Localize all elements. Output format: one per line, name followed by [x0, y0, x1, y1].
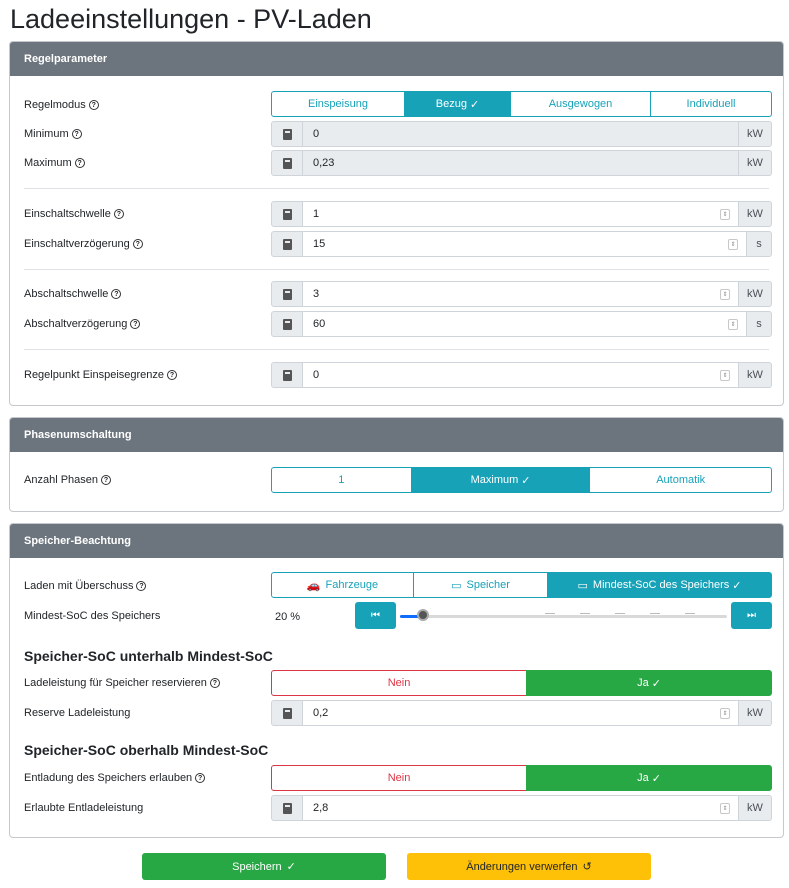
regelmodus-ausgewogen-button[interactable]: Ausgewogen [510, 91, 651, 117]
einschaltschwelle-input-group [271, 201, 772, 227]
speicher-beachtung-card [9, 523, 784, 838]
battery-icon: ▭ [451, 579, 462, 592]
undo-icon: ↺ [582, 861, 592, 873]
check-icon: ✓ [469, 98, 480, 111]
spinner-icon[interactable]: ⇕ [720, 708, 730, 719]
reservieren-label: Ladeleistung für Speicher reservieren ? [24, 677, 220, 689]
abschaltverzoegerung-input-group [271, 311, 772, 337]
reserve-ladeleistung-input-group [271, 700, 772, 726]
help-icon[interactable]: ? [114, 209, 124, 219]
slider-increase-button[interactable] [731, 602, 772, 629]
regelparameter-card [9, 41, 784, 406]
help-icon[interactable]: ? [75, 158, 85, 168]
spinner-icon[interactable]: ⇕ [728, 319, 738, 330]
reservieren-ja-button[interactable]: Ja ✓ [526, 670, 772, 696]
laden-mindest-soc-button[interactable]: ▭ Mindest-SoC des Speichers ✓ [547, 572, 772, 598]
laden-mit-ueberschuss-group [271, 572, 772, 598]
einschaltverzoegerung-label: Einschaltverzögerung ? [24, 238, 143, 250]
abschaltschwelle-unit: kW [739, 281, 772, 307]
speicher-beachtung-header: Speicher-Beachtung [10, 524, 783, 558]
abschaltverzoegerung-label: Abschaltverzögerung ? [24, 318, 140, 330]
erlaubte-entladeleistung-label: Erlaubte Entladeleistung [24, 802, 144, 814]
slider-thumb[interactable] [417, 609, 429, 621]
slider-tick [650, 613, 660, 614]
slider-tick [545, 613, 555, 614]
maximum-unit: kW [739, 150, 772, 176]
regelmodus-bezug-button[interactable]: Bezug ✓ [404, 91, 511, 117]
abschaltschwelle-input[interactable]: 3 ⇕ [303, 281, 739, 307]
erlaubte-entladeleistung-unit: kW [739, 795, 772, 821]
mindest-soc-slider[interactable] [400, 615, 727, 618]
regelmodus-label: Regelmodus ? [24, 99, 99, 111]
einschaltverzoegerung-input-group [271, 231, 772, 257]
entladung-group [271, 765, 772, 791]
einschaltverzoegerung-unit: s [747, 231, 772, 257]
check-icon: ✓ [651, 677, 661, 690]
einschaltschwelle-label: Einschaltschwelle ? [24, 208, 124, 220]
spinner-icon[interactable]: ⇕ [720, 803, 730, 814]
entladung-label: Entladung des Speichers erlauben ? [24, 772, 205, 784]
divider [24, 188, 769, 189]
calculator-icon[interactable] [271, 150, 303, 176]
abschaltschwelle-input-group [271, 281, 772, 307]
check-icon: ✓ [651, 772, 661, 785]
help-icon[interactable]: ? [130, 319, 140, 329]
maximum-input-group [271, 150, 772, 176]
help-icon[interactable]: ? [89, 100, 99, 110]
abschaltverzoegerung-input[interactable]: 60 ⇕ [303, 311, 747, 337]
slider-tick [580, 613, 590, 614]
maximum-field: 0,23 [303, 150, 739, 176]
regelmodus-individuell-button[interactable]: Individuell [650, 91, 772, 117]
erlaubte-entladeleistung-input[interactable]: 2,8 ⇕ [303, 795, 739, 821]
unterhalb-title: Speicher-SoC unterhalb Mindest-SoC [24, 648, 273, 664]
anzahl-phasen-label: Anzahl Phasen ? [24, 474, 111, 486]
mindest-soc-label: Mindest-SoC des Speichers [24, 610, 161, 622]
reserve-ladeleistung-label: Reserve Ladeleistung [24, 707, 131, 719]
einschaltschwelle-input[interactable]: 1 ⇕ [303, 201, 739, 227]
calculator-icon[interactable] [271, 795, 303, 821]
phasenumschaltung-header: Phasenumschaltung [10, 418, 783, 452]
minimum-label: Minimum ? [24, 128, 82, 140]
page-title: Ladeeinstellungen - PV-Laden [10, 4, 372, 34]
anzahl-phasen-group [271, 467, 772, 493]
laden-mit-ueberschuss-label: Laden mit Überschuss ? [24, 580, 146, 592]
reserve-ladeleistung-unit: kW [739, 700, 772, 726]
check-icon: ✓ [286, 861, 296, 873]
calculator-icon[interactable] [271, 201, 303, 227]
car-icon: 🚗 [306, 579, 321, 592]
calculator-icon[interactable] [271, 311, 303, 337]
calculator-icon[interactable] [271, 281, 303, 307]
entladung-nein-button[interactable]: Nein [271, 765, 527, 791]
slider-tick [615, 613, 625, 614]
spinner-icon[interactable]: ⇕ [720, 289, 730, 300]
oberhalb-title: Speicher-SoC oberhalb Mindest-SoC [24, 742, 269, 758]
slider-tick [685, 613, 695, 614]
calculator-icon[interactable] [271, 700, 303, 726]
discard-button[interactable]: Änderungen verwerfen ↺ [407, 853, 651, 880]
laden-fahrzeuge-button[interactable]: 🚗 Fahrzeuge [271, 572, 414, 598]
help-icon[interactable]: ? [136, 581, 146, 591]
skip-back-icon: ⏮ [371, 610, 380, 621]
reservieren-nein-button[interactable]: Nein [271, 670, 527, 696]
help-icon[interactable]: ? [72, 129, 82, 139]
minimum-input-group [271, 121, 772, 147]
spinner-icon[interactable]: ⇕ [720, 209, 730, 220]
phasen-1-button[interactable]: 1 [271, 467, 412, 493]
slider-decrease-button[interactable] [355, 602, 396, 629]
calculator-icon[interactable] [271, 121, 303, 147]
calculator-icon[interactable] [271, 362, 303, 388]
abschaltschwelle-label: Abschaltschwelle ? [24, 288, 121, 300]
help-icon[interactable]: ? [101, 475, 111, 485]
regelpunkt-input-group [271, 362, 772, 388]
phasenumschaltung-card [9, 417, 784, 512]
laden-speicher-button[interactable]: ▭ Speicher [413, 572, 548, 598]
divider [24, 349, 769, 350]
maximum-label: Maximum ? [24, 157, 85, 169]
phasen-maximum-button[interactable]: Maximum ✓ [411, 467, 591, 493]
help-icon[interactable]: ? [133, 239, 143, 249]
help-icon[interactable]: ? [111, 289, 121, 299]
regelpunkt-unit: kW [739, 362, 772, 388]
battery-half-icon: ▭ [577, 579, 588, 592]
skip-forward-icon: ⏭ [747, 610, 756, 621]
divider [24, 269, 769, 270]
help-icon[interactable]: ? [210, 678, 220, 688]
regelmodus-einspeisung-button[interactable]: Einspeisung [271, 91, 405, 117]
regelpunkt-label: Regelpunkt Einspeisegrenze ? [24, 369, 177, 381]
save-button[interactable]: Speichern ✓ [142, 853, 386, 880]
spinner-icon[interactable]: ⇕ [728, 239, 738, 250]
help-icon[interactable]: ? [167, 370, 177, 380]
phasen-automatik-button[interactable]: Automatik [589, 467, 772, 493]
regelpunkt-input[interactable]: 0 ⇕ [303, 362, 739, 388]
minimum-unit: kW [739, 121, 772, 147]
einschaltverzoegerung-input[interactable]: 15 ⇕ [303, 231, 747, 257]
spinner-icon[interactable]: ⇕ [720, 370, 730, 381]
regelmodus-group [271, 91, 772, 117]
erlaubte-entladeleistung-input-group [271, 795, 772, 821]
reserve-ladeleistung-input[interactable]: 0,2 ⇕ [303, 700, 739, 726]
abschaltverzoegerung-unit: s [747, 311, 772, 337]
regelparameter-header: Regelparameter [10, 42, 783, 76]
mindest-soc-value: 20 % [275, 611, 301, 623]
minimum-field: 0 [303, 121, 739, 147]
entladung-ja-button[interactable]: Ja ✓ [526, 765, 772, 791]
help-icon[interactable]: ? [195, 773, 205, 783]
check-icon: ✓ [732, 579, 742, 592]
check-icon: ✓ [521, 474, 531, 487]
reservieren-group [271, 670, 772, 696]
calculator-icon[interactable] [271, 231, 303, 257]
einschaltschwelle-unit: kW [739, 201, 772, 227]
